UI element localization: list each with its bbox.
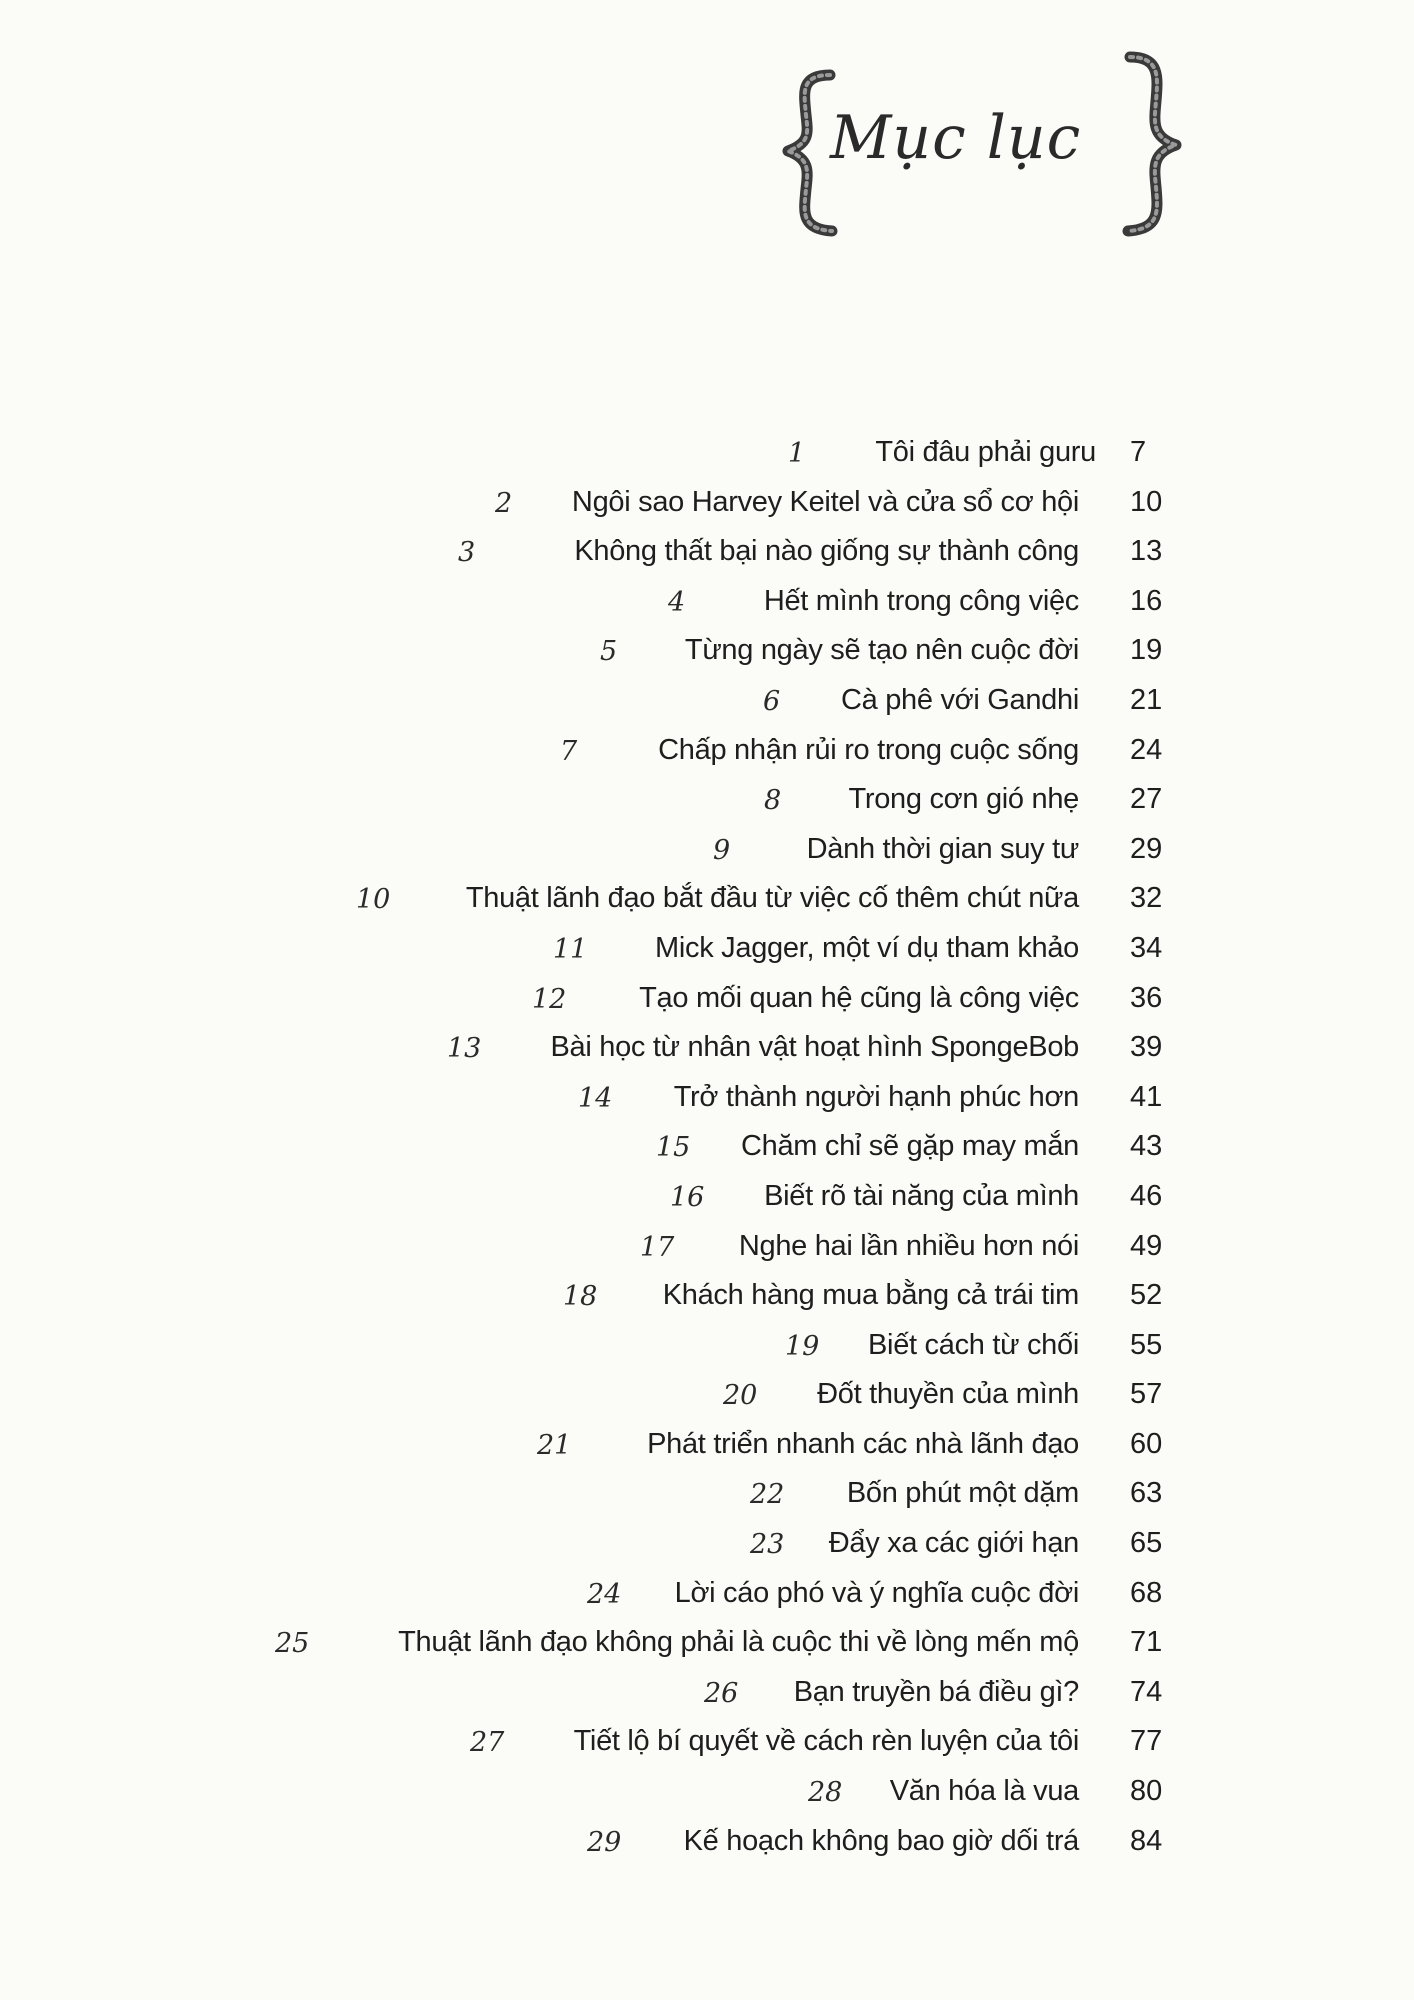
chapter-number: 17 — [640, 1231, 675, 1263]
toc-entry — [0, 1222, 1414, 1272]
page-number: 57 — [1130, 1378, 1163, 1411]
page-number: 41 — [1130, 1080, 1163, 1113]
chapter-number: 26 — [704, 1677, 739, 1709]
chapter-number: 24 — [587, 1578, 622, 1610]
toc-entry — [0, 676, 1414, 726]
chapter-number: 7 — [560, 735, 578, 767]
toc-entry — [0, 1321, 1414, 1371]
chapter-title: Không thất bại nào giống sự thành công — [574, 535, 1079, 568]
page-number: 16 — [1130, 584, 1163, 617]
chapter-title: Bài học từ nhân vật hoạt hình SpongeBob — [550, 1031, 1079, 1064]
page-number: 63 — [1130, 1477, 1163, 1510]
page-number: 24 — [1130, 733, 1163, 766]
page-number: 10 — [1130, 485, 1163, 518]
page-number: 39 — [1130, 1031, 1163, 1064]
toc-entry — [0, 874, 1414, 924]
chapter-number: 11 — [553, 933, 588, 965]
chapter-title: Trong cơn gió nhẹ — [848, 783, 1079, 816]
page-number: 68 — [1130, 1576, 1163, 1609]
chapter-number: 5 — [600, 636, 618, 668]
toc-entry — [0, 1767, 1414, 1817]
chapter-number: 10 — [356, 884, 391, 916]
page-number: 52 — [1130, 1279, 1163, 1312]
toc-entry — [0, 726, 1414, 776]
page-number: 80 — [1130, 1775, 1163, 1808]
chapter-title: Bạn truyền bá điều gì? — [793, 1675, 1079, 1708]
chapter-number: 14 — [578, 1082, 613, 1114]
chapter-title: Tôi đâu phải guru — [875, 436, 1096, 468]
toc-entry — [0, 1817, 1414, 1867]
chapter-title: Đốt thuyền của mình — [817, 1378, 1079, 1411]
chapter-title: Bốn phút một dặm — [846, 1477, 1079, 1510]
chapter-number: 6 — [763, 685, 781, 717]
page-number: 34 — [1130, 931, 1163, 964]
chapter-title: Ngôi sao Harvey Keitel và cửa sổ cơ hội — [571, 485, 1079, 518]
chapter-title: Khách hàng mua bằng cả trái tim — [662, 1279, 1079, 1312]
page-number: 60 — [1130, 1427, 1163, 1460]
page-number: 74 — [1130, 1675, 1163, 1708]
toc-entry — [0, 1172, 1414, 1222]
table-of-contents — [0, 428, 1414, 1866]
chapter-number: 2 — [495, 487, 513, 519]
chapter-title: Nghe hai lần nhiều hơn nói — [738, 1229, 1079, 1262]
chapter-number: 19 — [785, 1330, 820, 1362]
chapter-title: Biết rõ tài năng của mình — [764, 1179, 1079, 1212]
toc-entry — [0, 527, 1414, 577]
toc-entry — [0, 1370, 1414, 1420]
chapter-title: Biết cách từ chối — [868, 1328, 1079, 1361]
chapter-number: 20 — [723, 1380, 758, 1412]
chapter-number: 1 — [788, 438, 806, 469]
chapter-title: Tiết lộ bí quyết về cách rèn luyện của tôi — [573, 1725, 1079, 1758]
chapter-title: Mick Jagger, một ví dụ tham khảo — [655, 931, 1079, 964]
chapter-title: Hết mình trong công việc — [763, 584, 1079, 617]
toc-entry — [0, 1023, 1414, 1073]
page-number: 71 — [1130, 1626, 1163, 1659]
toc-entry — [0, 1469, 1414, 1519]
chapter-number: 22 — [750, 1479, 785, 1511]
toc-entry — [0, 1122, 1414, 1172]
chapter-number: 25 — [275, 1628, 310, 1660]
page-number: 36 — [1130, 981, 1163, 1014]
page-number: 55 — [1130, 1328, 1163, 1361]
chapter-number: 9 — [713, 834, 731, 866]
chapter-title: Kế hoạch không bao giờ dối trá — [683, 1824, 1079, 1857]
toc-entry — [0, 577, 1414, 627]
page-number: 84 — [1130, 1824, 1163, 1857]
page-number: 43 — [1130, 1130, 1163, 1163]
chapter-number: 12 — [532, 983, 567, 1015]
chapter-number: 27 — [470, 1727, 505, 1759]
page-number: 32 — [1130, 882, 1163, 915]
chapter-number: 23 — [750, 1529, 785, 1561]
page-number: 46 — [1130, 1179, 1163, 1212]
page-number: 49 — [1130, 1229, 1163, 1262]
chapter-title: Chấp nhận rủi ro trong cuộc sống — [658, 733, 1079, 766]
toc-entry — [0, 1618, 1414, 1668]
chapter-number: 28 — [808, 1777, 843, 1809]
toc-entry — [0, 1519, 1414, 1569]
toc-entry — [0, 1569, 1414, 1619]
chapter-title: Dành thời gian suy tư — [806, 832, 1079, 865]
chapter-title: Thuật lãnh đạo không phải là cuộc thi về lòng mến mộ — [398, 1626, 1079, 1659]
chapter-number: 18 — [563, 1281, 598, 1313]
toc-entry — [0, 825, 1414, 875]
page-number: 65 — [1130, 1527, 1163, 1560]
toc-entry — [0, 1668, 1414, 1718]
chapter-title: Chăm chỉ sẽ gặp may mắn — [740, 1130, 1079, 1163]
chapter-number: 8 — [764, 785, 782, 817]
page-number: 13 — [1130, 535, 1163, 568]
chapter-number: 21 — [537, 1429, 572, 1461]
chapter-number: 29 — [587, 1826, 622, 1858]
toc-heading — [760, 45, 1200, 245]
page-number: 21 — [1130, 683, 1163, 716]
chapter-title: Từng ngày sẽ tạo nên cuộc đời — [684, 634, 1079, 667]
page-number: 77 — [1130, 1725, 1163, 1758]
page-number: 7 — [1130, 436, 1147, 468]
toc-entry — [0, 775, 1414, 825]
chapter-number: 13 — [447, 1033, 482, 1065]
toc-entry — [0, 428, 1414, 478]
chapter-number: 4 — [668, 586, 686, 618]
chapter-number: 15 — [656, 1132, 691, 1164]
toc-entry — [0, 1717, 1414, 1767]
page-number: 29 — [1130, 832, 1163, 865]
chapter-title: Đẩy xa các giới hạn — [828, 1527, 1079, 1560]
toc-entry — [0, 478, 1414, 528]
chapter-title: Phát triển nhanh các nhà lãnh đạo — [647, 1427, 1079, 1460]
chapter-number: 3 — [458, 537, 476, 569]
toc-entry — [0, 1073, 1414, 1123]
toc-entry — [0, 924, 1414, 974]
toc-entry — [0, 626, 1414, 676]
chapter-title: Tạo mối quan hệ cũng là công việc — [639, 981, 1079, 1014]
page-title: Mục lục — [830, 103, 1082, 173]
chapter-number: 16 — [670, 1181, 705, 1213]
chapter-title: Lời cáo phó và ý nghĩa cuộc đời — [674, 1576, 1079, 1609]
toc-entry — [0, 1271, 1414, 1321]
page-number: 27 — [1130, 783, 1163, 816]
page-number: 19 — [1130, 634, 1163, 667]
chapter-title: Thuật lãnh đạo bắt đầu từ việc cố thêm chút nữa — [465, 882, 1079, 915]
toc-entry — [0, 1420, 1414, 1470]
chapter-title: Văn hóa là vua — [889, 1775, 1079, 1808]
chapter-title: Cà phê với Gandhi — [840, 683, 1079, 716]
chapter-title: Trở thành người hạnh phúc hơn — [673, 1080, 1079, 1113]
toc-entry — [0, 974, 1414, 1024]
